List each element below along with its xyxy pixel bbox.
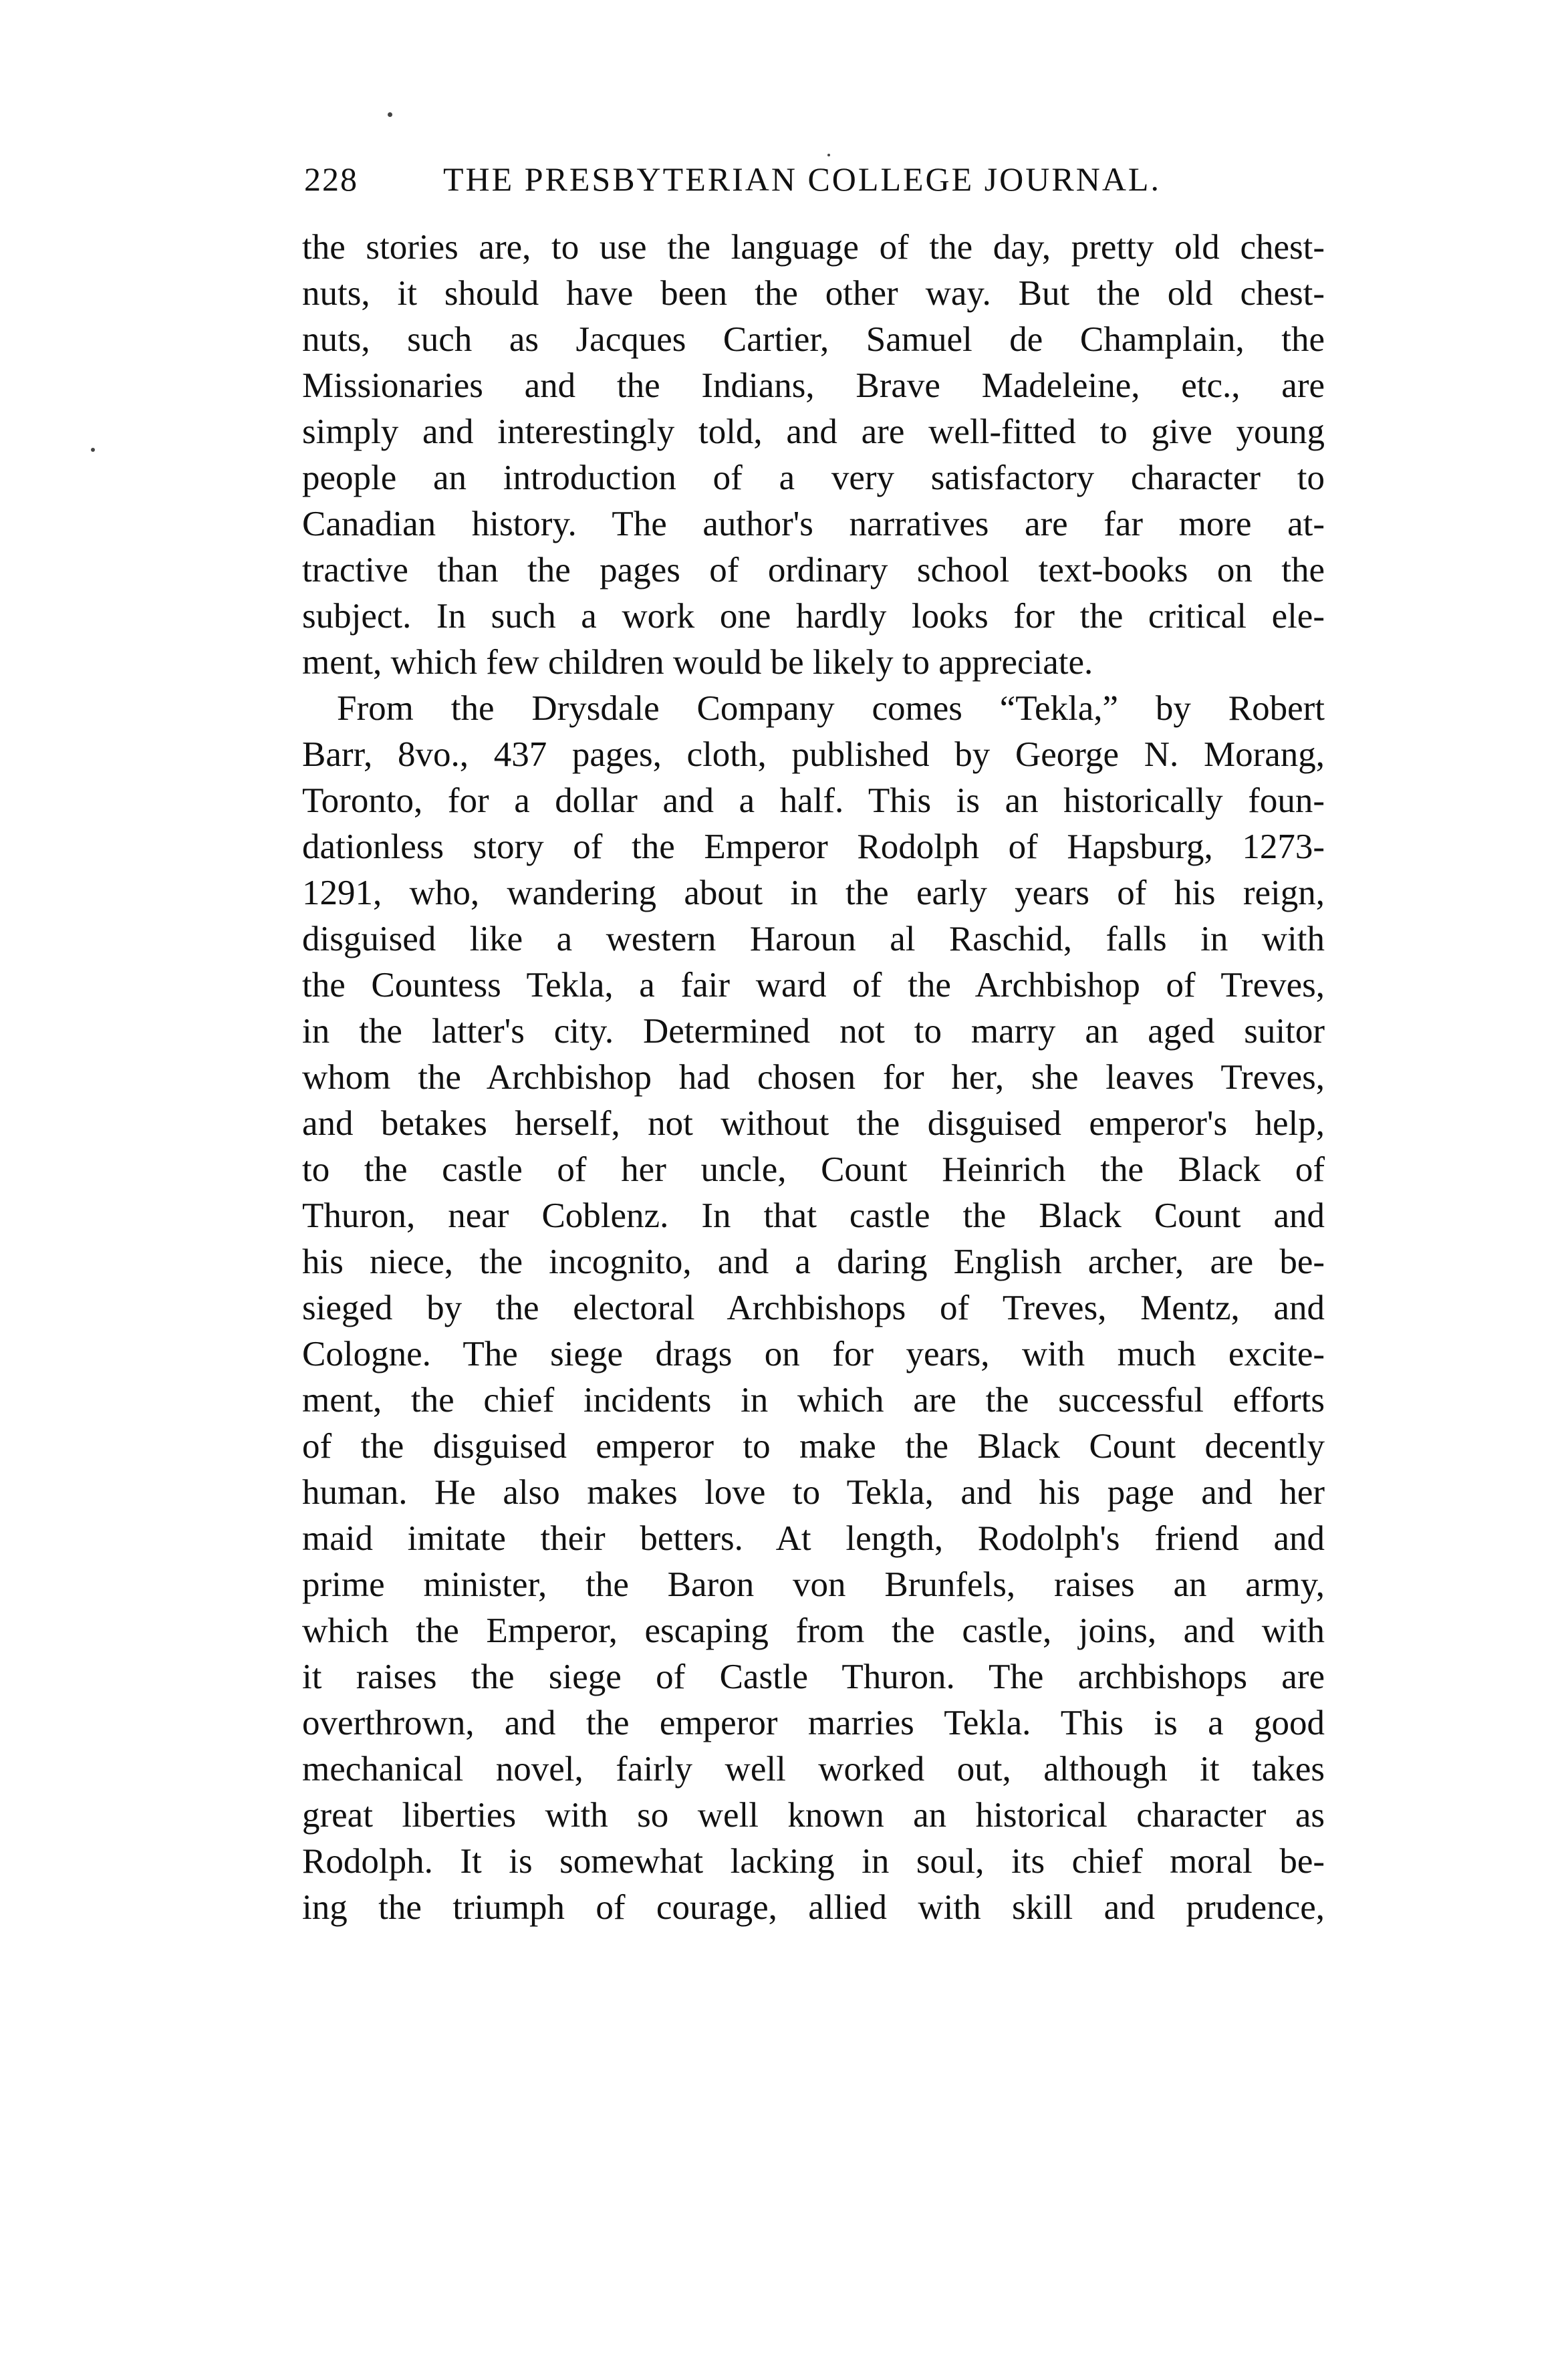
ink-speck — [388, 112, 392, 117]
running-head — [304, 148, 1347, 210]
text-line: maid imitate their betters. At length, Rodolph's friend and — [302, 1519, 1325, 1558]
paragraph-continued — [302, 225, 1325, 686]
ink-speck — [91, 448, 95, 452]
text-line: great liberties with so well known an historical character as — [302, 1796, 1325, 1835]
text-line: Barr, 8vo., 437 pages, cloth, published by George N. Morang, — [302, 735, 1325, 774]
paragraph-tekla-review — [302, 686, 1325, 1931]
text-line: people an introduction of a very satisfactory character to — [302, 458, 1325, 497]
text-line: Cologne. The siege drags on for years, with much excite- — [302, 1335, 1325, 1373]
text-line: human. He also makes love to Tekla, and his page and her — [302, 1473, 1325, 1512]
text-line: in the latter's city. Determined not to marry an aged suitor — [302, 1012, 1325, 1051]
text-line: 1291, who, wandering about in the early years of his reign, — [302, 874, 1325, 912]
text-line: mechanical novel, fairly well worked out, although it takes — [302, 1750, 1325, 1789]
text-line: to the castle of her uncle, Count Heinrich the Black of — [302, 1150, 1325, 1189]
text-line: simply and interestingly told, and are well-fitted to give young — [302, 412, 1325, 451]
text-line: ment, which few children would be likely to appreciate. — [302, 643, 1093, 682]
text-line: his niece, the incognito, and a daring English archer, are be- — [302, 1242, 1325, 1281]
text-line: subject. In such a work one hardly looks for the critical ele- — [302, 597, 1325, 636]
text-line: Rodolph. It is somewhat lacking in soul, its chief moral be- — [302, 1842, 1325, 1881]
page-number: 228 — [304, 160, 358, 198]
text-line: prime minister, the Baron von Brunfels, raises an army, — [302, 1565, 1325, 1604]
text-line: ment, the chief incidents in which are the successful efforts — [302, 1381, 1325, 1420]
text-line: Thuron, near Coblenz. In that castle the Black Count and — [302, 1196, 1325, 1235]
text-line: it raises the siege of Castle Thuron. The archbishops are — [302, 1658, 1325, 1696]
text-line: dationless story of the Emperor Rodolph of Hapsburg, 1273- — [302, 827, 1325, 866]
text-line: of the disguised emperor to make the Black Count decently — [302, 1427, 1325, 1466]
text-line: the stories are, to use the language of the day, pretty old chest- — [302, 228, 1325, 267]
text-line: which the Emperor, escaping from the castle, joins, and with — [302, 1611, 1325, 1650]
text-line: Canadian history. The author's narratives are far more at- — [302, 505, 1325, 543]
text-line: whom the Archbishop had chosen for her, she leaves Treves, — [302, 1058, 1325, 1097]
text-line: Toronto, for a dollar and a half. This is an historically foun- — [302, 781, 1325, 820]
text-line: overthrown, and the emperor marries Tekla. This is a good — [302, 1704, 1325, 1742]
text-line: sieged by the electoral Archbishops of Treves, Mentz, and — [302, 1289, 1325, 1327]
text-line: the Countess Tekla, a fair ward of the Archbishop of Treves, — [302, 966, 1325, 1005]
text-column — [302, 225, 1325, 1931]
text-line: ing the triumph of courage, allied with skill and prudence, — [302, 1888, 1325, 1927]
text-line: disguised like a western Haroun al Raschid, falls in with — [302, 920, 1325, 958]
text-line: Missionaries and the Indians, Brave Madeleine, etc., are — [302, 366, 1325, 405]
text-line: and betakes herself, not without the disguised emperor's help, — [302, 1104, 1325, 1143]
journal-title: THE PRESBYTERIAN COLLEGE JOURNAL. — [443, 160, 1161, 198]
text-line: tractive than the pages of ordinary school text-books on the — [302, 551, 1325, 589]
text-line: From the Drysdale Company comes “Tekla,” by Robert — [337, 689, 1325, 728]
text-line: nuts, such as Jacques Cartier, Samuel de Champlain, the — [302, 320, 1325, 359]
text-line: nuts, it should have been the other way. But the old chest- — [302, 274, 1325, 313]
